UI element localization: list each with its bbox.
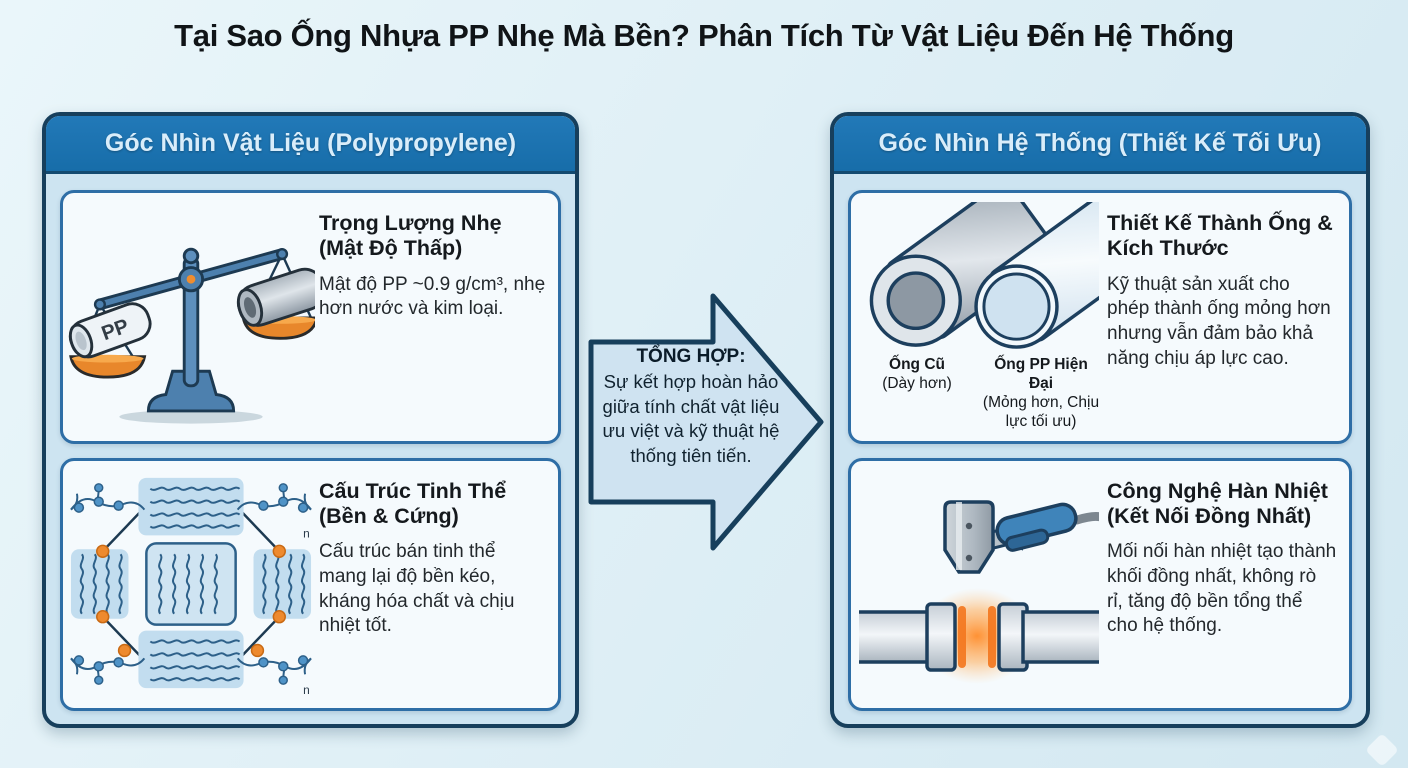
semi-crystalline-icon <box>67 471 315 697</box>
heat-welding-icon <box>859 478 1099 690</box>
card-light-weight <box>60 190 561 444</box>
synthesis-text <box>590 346 792 468</box>
card-heat-welding <box>848 458 1352 712</box>
synthesis-heading: TỔNG HỢP: <box>636 346 746 367</box>
old-pipe-label: Ống Cũ (Dày hơn) <box>882 355 952 392</box>
material-panel <box>42 112 579 728</box>
card-crystal-structure <box>60 458 561 712</box>
balance-scale-icon <box>67 205 315 429</box>
card-body: Cấu trúc bán tinh thể mang lại độ bền kéo, kháng hóa chất và chịu nhiệt tốt. <box>319 541 515 637</box>
material-panel-header: Góc Nhìn Vật Liệu (Polypropylene) <box>46 116 575 174</box>
system-panel <box>830 112 1370 728</box>
polymer-n-subscript-bottom: n <box>303 683 310 698</box>
pipe-comparison-icon <box>859 202 1099 352</box>
card-heading: Thiết Kế Thành Ống & Kích Thước <box>1107 211 1333 261</box>
card-heading: Trọng Lượng Nhẹ (Mật Độ Thấp) <box>319 211 502 261</box>
modern-pipe-label: Ống PP Hiện Đại (Mỏng hơn, Chịu lực tối ưu) <box>982 355 1100 430</box>
polymer-n-subscript-top: n <box>303 526 310 541</box>
card-body: Mối nối hàn nhiệt tạo thành khối đồng nhất, không rò rỉ, tăng độ bền tổng thể cho hệ thống. <box>1107 541 1337 637</box>
card-heading: Công Nghệ Hàn Nhiệt (Kết Nối Đồng Nhất) <box>1107 478 1328 528</box>
pipe-comparison-illustration <box>851 193 1103 441</box>
card-body: Mật độ PP ~0.9 g/cm³, nhẹ hơn nước và kim loại. <box>319 273 546 320</box>
synthesis-arrow <box>588 292 826 552</box>
card-pipe-wall-design-text <box>1103 193 1349 441</box>
card-body: Kỹ thuật sản xuất cho phép thành ống mỏng hơn nhưng vẫn đảm bảo khả năng chịu áp lực cao. <box>1107 273 1331 369</box>
balance-scale-illustration <box>63 193 315 441</box>
system-panel-body <box>834 177 1366 724</box>
card-crystal-structure-text <box>315 461 558 709</box>
corner-sparkle-decoration <box>1365 733 1399 767</box>
card-heading: Cấu Trúc Tinh Thể (Bền & Cứng) <box>319 478 507 528</box>
synthesis-body: Sự kết hợp hoàn hảo giữa tính chất vật liệu ưu việt và kỹ thuật hệ thống tiên tiến. <box>602 371 780 466</box>
system-panel-header: Góc Nhìn Hệ Thống (Thiết Kế Tối Ưu) <box>834 116 1366 174</box>
card-heat-welding-text <box>1103 461 1349 709</box>
card-light-weight-text <box>315 193 558 441</box>
card-pipe-wall-design <box>848 190 1352 444</box>
material-panel-body <box>46 177 575 724</box>
heat-welding-illustration <box>851 461 1103 709</box>
pipe-labels <box>855 356 1103 432</box>
pp-pipe-label: PP <box>98 315 132 346</box>
page-title: Tại Sao Ống Nhựa PP Nhẹ Mà Bền? Phân Tích Từ Vật Liệu Đến Hệ Thống <box>174 18 1234 53</box>
crystal-structure-illustration <box>63 461 315 709</box>
